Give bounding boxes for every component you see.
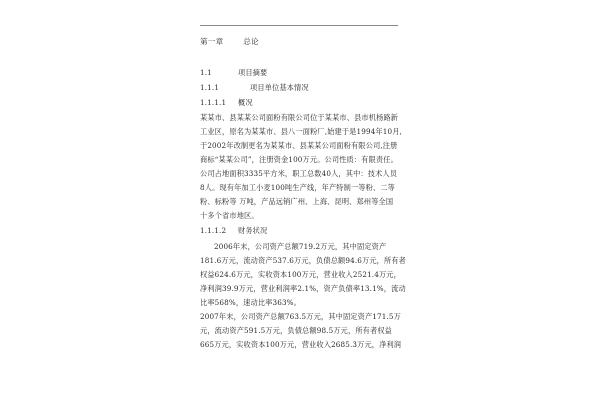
overview-line: 某某市、县某某公司面粉有限公司位于某某市、县市机杨路新 xyxy=(200,113,399,122)
overview-line: 十多个省市地区。 xyxy=(200,211,259,220)
section-1-1-title: 项目摘要 xyxy=(238,68,268,77)
chapter-title: 总论 xyxy=(243,37,259,46)
section-1-1-1-number: 1.1.1 xyxy=(200,83,220,92)
overview-line: 商标“某某公司”，注册资金100万元。公司性质：有限责任。 xyxy=(200,155,398,164)
section-1-1-1-2-title: 财务状况 xyxy=(238,226,268,235)
header-rule xyxy=(200,25,398,26)
section-1-1-1-1-number: 1.1.1.1 xyxy=(200,98,227,107)
overview-line: 8人。现有年加工小麦100吨生产线，年产特制一等粉、二等 xyxy=(200,183,395,192)
section-1-1-1-title: 项目单位基本情况 xyxy=(250,83,309,92)
overview-line: 工业区，原名为某某市、县八一面粉厂,始建于是1994年10月, xyxy=(200,127,402,136)
section-1-1-1-heading xyxy=(200,83,309,93)
section-1-1-1-1-heading xyxy=(200,98,253,108)
chapter-heading xyxy=(200,37,279,47)
finance-line: 2006年末，公司资产总额719.2万元，其中固定资产 xyxy=(214,242,387,251)
finance-line: 181.6万元，流动资产537.6万元，负债总额94.6万元，所有者 xyxy=(200,256,407,265)
chapter-number: 第一章 xyxy=(200,37,224,46)
finance-line: 2007年末，公司资产总额763.5万元，其中固定资产171.5万 xyxy=(200,312,401,321)
finance-line: 元，流动资产591.5万元，负债总额98.5万元，所有者权益 xyxy=(200,326,393,335)
section-1-1-heading xyxy=(200,68,267,78)
section-1-1-1-2-number: 1.1.1.2 xyxy=(200,226,227,235)
overview-line: 粉、标粉等 万吨，产品远销广州、上海、昆明、郑州等全国 xyxy=(200,197,394,206)
overview-line: 于2002年改制更名为某某市、县某某公司面粉有限公司,注册 xyxy=(200,141,398,150)
finance-line: 比率568%，速动比率363%。 xyxy=(200,298,301,307)
finance-line: 665万元，实收资本100万元，营业收入2685.3万元，净利润 xyxy=(200,340,402,349)
section-1-1-1-1-title: 概况 xyxy=(238,98,253,107)
finance-line: 净利润39.9万元，营业利润率2.1%，资产负债率13.1%，流动 xyxy=(200,284,406,293)
section-1-1-number: 1.1 xyxy=(200,68,212,77)
section-1-1-1-2-heading xyxy=(200,226,267,236)
overview-line: 公司占地面积3335平方米，职工总数40人，其中：技术人员 xyxy=(200,169,398,178)
finance-line: 权益624.6万元，实收资本100万元，营业收入2521.4万元， xyxy=(200,270,401,279)
